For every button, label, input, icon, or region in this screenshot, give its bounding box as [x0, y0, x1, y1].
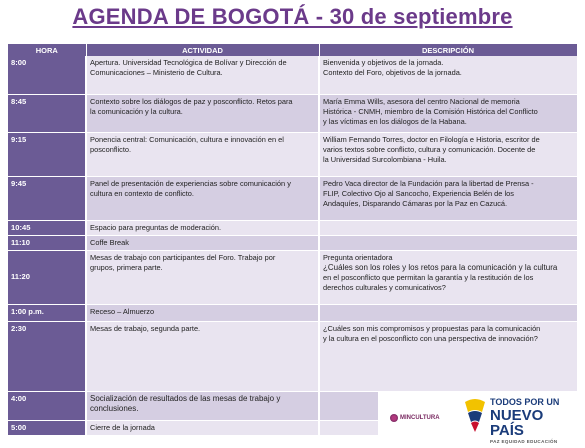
todos-por-un-nuevo-pais-logo: [490, 398, 577, 445]
colombia-shield-icon: [462, 396, 488, 434]
mincultura-emblem-icon: [390, 414, 398, 422]
actividad-line: Panel de presentación de experiencias sobre comunicación y: [90, 178, 291, 188]
descripcion-line: María Emma Wills, asesora del centro Nacional de memoria: [323, 96, 520, 106]
table-row: [8, 94, 577, 132]
actividad-cell: [86, 235, 319, 250]
descripcion-line: ¿Cuáles son los roles y los retos para la comunicación y la cultura: [323, 262, 558, 272]
column-header-actividad: ACTIVIDAD: [86, 44, 319, 56]
table-row: [8, 250, 577, 304]
descripcion-line: Pedro Vaca director de la Fundación para la libertad de Prensa -: [323, 178, 534, 188]
descripcion-cell: [319, 176, 577, 220]
actividad-cell: [86, 420, 319, 435]
actividad-line: Socialización de resultados de las mesas de trabajo y: [90, 393, 281, 403]
actividad-line: Coffe Break: [90, 237, 129, 247]
actividad-cell: [86, 304, 319, 321]
hora-cell: 11:10: [8, 235, 86, 250]
actividad-line: Mesas de trabajo, segunda parte.: [90, 323, 201, 333]
actividad-cell: [86, 132, 319, 176]
table-row: [8, 220, 577, 235]
descripcion-cell: [319, 304, 577, 321]
hora-cell: 11:20: [8, 250, 86, 304]
actividad-line: Contexto sobre los diálogos de paz y posconflicto. Retos para: [90, 96, 293, 106]
descripcion-line: en el posconflicto que permitan la garantía y la restitución de los: [323, 272, 534, 282]
hora-cell: 10:45: [8, 220, 86, 235]
footer-logos: [378, 392, 577, 444]
actividad-cell: [86, 250, 319, 304]
actividad-cell: [86, 176, 319, 220]
descripcion-cell: [319, 132, 577, 176]
logo-line-1: TODOS POR UN: [490, 397, 560, 407]
actividad-line: Apertura. Universidad Tecnológica de Bolívar y Dirección de: [90, 58, 287, 67]
hora-cell: 5:00: [8, 420, 86, 435]
hora-cell: 8:45: [8, 94, 86, 132]
column-header-descripcion: DESCRIPCIÓN: [319, 44, 577, 56]
page-title: AGENDA DE BOGOTÁ - 30 de septiembre: [72, 4, 513, 29]
actividad-line: Mesas de trabajo con participantes del Foro. Trabajo por: [90, 252, 276, 262]
agenda-body: [8, 56, 577, 435]
actividad-line: la comunicación y la cultura.: [90, 106, 183, 116]
table-row: [8, 235, 577, 250]
descripcion-line: varios textos sobre conflicto, cultura y comunicación. Docente de: [323, 144, 536, 154]
descripcion-line: Histórica - CNMH, miembro de la Comisión Histórica del Conflicto: [323, 106, 538, 116]
descripcion-cell: [319, 220, 577, 235]
descripcion-cell: [319, 250, 577, 304]
descripcion-line: derechos culturales y comunicativos?: [323, 282, 446, 292]
column-header-hora: HORA: [8, 44, 86, 56]
actividad-line: Comunicaciones – Ministerio de Cultura.: [90, 68, 223, 77]
actividad-line: posconflicto.: [90, 144, 132, 154]
table-row: [8, 56, 577, 94]
hora-cell: 1:00 p.m.: [8, 304, 86, 321]
hora-cell: 9:15: [8, 132, 86, 176]
actividad-cell: [86, 220, 319, 235]
descripcion-line: Andaquíes, Disparando Cámaras por la Paz en Cazucá.: [323, 198, 508, 208]
actividad-line: cultura en contexto de conflicto.: [90, 188, 194, 198]
actividad-cell: [86, 321, 319, 391]
descripcion-line: FLIP, Colectivo Ojo al Sancocho, Experiencia Belén de los: [323, 188, 514, 198]
logo-line-2: NUEVO PAÍS: [490, 407, 544, 439]
hora-cell: 4:00: [8, 391, 86, 420]
table-row: [8, 304, 577, 321]
actividad-cell: [86, 94, 319, 132]
actividad-line: conclusiones.: [90, 403, 139, 413]
table-row: [8, 132, 577, 176]
actividad-line: Espacio para preguntas de moderación.: [90, 222, 222, 232]
hora-cell: 8:00: [8, 56, 86, 94]
actividad-line: Cierre de la jornada: [90, 422, 155, 432]
descripcion-cell: [319, 321, 577, 391]
descripcion-cell: [319, 56, 577, 94]
actividad-cell: [86, 391, 319, 420]
table-header-row: [8, 44, 577, 56]
descripcion-line: Bienvenida y objetivos de la jornada.: [323, 58, 444, 67]
agenda-table: [8, 44, 578, 439]
descripcion-line: William Fernando Torres, doctor en Filología e Historia, escritor de: [323, 134, 540, 144]
descripcion-line: y la cultura en el posconflicto con una perspectiva de innovación?: [323, 333, 538, 343]
descripcion-line: Contexto del Foro, objetivos de la jornada.: [323, 68, 462, 77]
logo-line-3: PAZ EQUIDAD EDUCACIÓN: [490, 439, 558, 444]
mincultura-logo-text: MINCULTURA: [400, 415, 440, 421]
actividad-cell: [86, 56, 319, 94]
hora-cell: 9:45: [8, 176, 86, 220]
table-row: [8, 176, 577, 220]
table-row: [8, 321, 577, 391]
descripcion-cell: [319, 94, 577, 132]
actividad-line: Receso – Almuerzo: [90, 306, 155, 316]
descripcion-line: y las víctimas en los diálogos de la Habana.: [323, 116, 467, 126]
descripcion-line: la Universidad Surcolombiana - Huila.: [323, 154, 447, 164]
actividad-line: grupos, primera parte.: [90, 262, 163, 272]
descripcion-line: Pregunta orientadora: [323, 252, 393, 262]
mincultura-logo: [390, 414, 440, 422]
actividad-line: Ponencia central: Comunicación, cultura e innovación en el: [90, 134, 284, 144]
descripcion-line: ¿Cuáles son mis compromisos y propuestas para la comunicación: [323, 323, 541, 333]
descripcion-cell: [319, 235, 577, 250]
hora-cell: 2:30: [8, 321, 86, 391]
